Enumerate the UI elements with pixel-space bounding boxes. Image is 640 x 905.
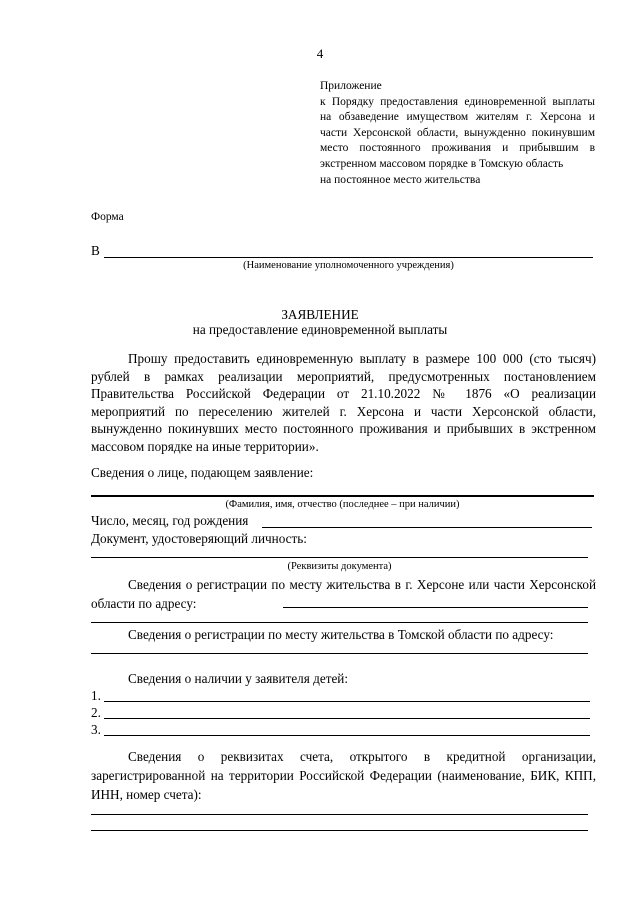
child-2-number: 2. [91,705,101,720]
id-doc-label: Документ, удостоверяющий личность: [91,531,307,546]
kherson-address-field-2[interactable] [91,622,588,623]
dob-label: Число, месяц, год рождения [91,513,249,528]
annex-text: к Порядку предоставления единовременной выплаты на обзаведение имуществом жителям г. Херсона и части Херсонской области, вынужденно покинувшим место постоянного проживания и прибывшим в экстренном массовом порядке в Томскую область [320,95,595,170]
institution-caption: (Наименование уполномоченного учреждения) [243,260,454,271]
request-paragraph [91,350,596,455]
account-field-1[interactable] [91,814,588,815]
fio-caption: (Фамилия, имя, отчество (последнее – при наличии) [225,499,460,510]
document-subtitle: на предоставление единовременной выплаты [192,322,448,337]
fio-field[interactable] [91,495,594,497]
kherson-address-field-1[interactable] [283,607,588,608]
applicant-heading: Сведения о лице, подающем заявление: [91,465,314,480]
account-field-2[interactable] [91,830,588,831]
doc-caption: (Реквизиты документа) [287,561,392,572]
annex-title: Приложение [320,80,382,92]
annex-last-line: на постоянное место жительства [320,173,481,186]
id-doc-field[interactable] [91,557,588,558]
form-label: Форма [91,211,124,223]
child-1-field[interactable] [104,701,590,702]
tomsk-address-field[interactable] [91,653,588,654]
page-number: 4 [316,46,324,61]
child-3-field[interactable] [104,735,590,736]
document-title: ЗАЯВЛЕНИЕ [281,307,359,322]
child-3-number: 3. [91,722,101,737]
account-text: Сведения о реквизитах счета, открытого в кредитной организации, зарегистрированной на территории Российской Федерации (наименование, БИК, КПП, ИНН, номер счета): [91,749,596,802]
tomsk-reg-label: Сведения о регистрации по месту жительства в Томской области по адресу: [128,627,554,642]
child-2-field[interactable] [104,718,590,719]
institution-name-field[interactable] [104,257,593,258]
annex-block [320,79,595,188]
child-1-number: 1. [91,688,101,703]
dob-field[interactable] [262,527,592,528]
to-prefix: В [91,243,100,258]
kherson-reg-label: Сведения о регистрации по месту жительства в г. Херсоне или части Херсонской области по адресу: [91,577,596,611]
request-text: Прошу предоставить единовременную выплату в размере 100 000 (сто тысяч) рублей в рамках реализации мероприятий, предусмотренных постановлением Правительства Российской Федерации от 21.10.2022 № 1876 «О реализации мероприятий по переселению жителей г. Херсона и части Херсонской области, вынужденно покинувших место постоянного проживания и прибывших в экстренном массовом порядке на иные территории». [91,351,596,454]
children-heading: Сведения о наличии у заявителя детей: [128,671,349,686]
